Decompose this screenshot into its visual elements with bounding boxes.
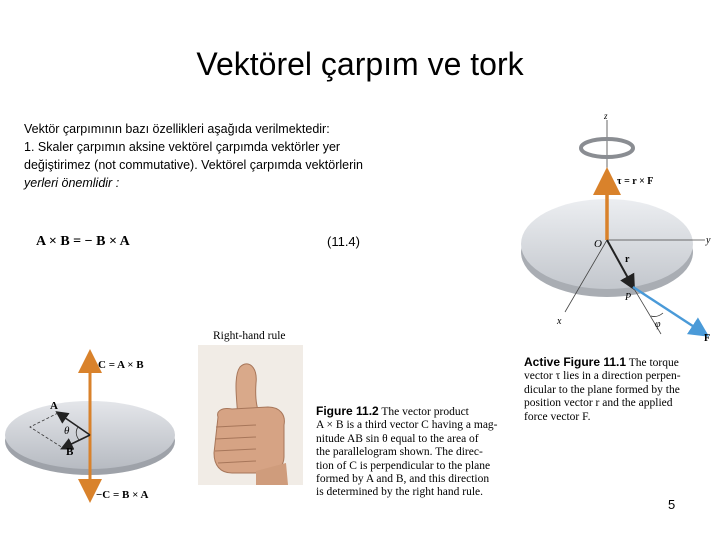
figure-11-2-label: Figure 11.2: [316, 404, 379, 418]
caption-11-1-line-2: vector τ lies in a direction perpen-: [524, 370, 681, 383]
thumbs-up-hand-image: [198, 345, 303, 485]
caption-11-2-line-7: is determined by the right hand rule.: [316, 486, 484, 499]
caption-11-2-line-6: formed by A and B, and this direction: [316, 473, 490, 486]
intro-line-3: değiştirimez (not commutative). Vektörel çarpımda vektörlerin: [24, 158, 364, 172]
figure-11-1-caption: [524, 356, 714, 424]
label-o: O: [594, 238, 602, 250]
figure-11-2-caption: [316, 405, 526, 500]
figure-11-2-diagram: [0, 335, 200, 505]
caption-11-2-line-4: the parallelogram shown. The direc-: [316, 446, 483, 459]
figure-11-1-diagram: [515, 112, 715, 352]
figure-11-1-label: Active Figure 11.1: [524, 355, 627, 369]
label-y: y: [706, 235, 711, 246]
label-neg-c-equation: −C = B × A: [96, 489, 149, 501]
caption-11-2-line-1: The vector product: [381, 406, 469, 418]
phi-arc: [651, 313, 663, 317]
anticommutative-equation: A × B = − B × A: [36, 234, 130, 249]
caption-11-1-line-3: dicular to the plane formed by the: [524, 383, 680, 396]
label-z: z: [604, 111, 608, 121]
label-phi: φ: [655, 319, 661, 330]
label-r: r: [625, 254, 630, 265]
caption-11-1-line-1: The torque: [628, 357, 679, 369]
intro-line-4: yerleri önemlidir :: [24, 176, 120, 190]
slide-title: Vektörel çarpım ve tork: [196, 46, 524, 82]
intro-text: [24, 120, 424, 192]
label-b: B: [66, 446, 74, 458]
label-a: A: [50, 400, 58, 412]
right-hand-rule-label: Right-hand rule: [213, 330, 286, 342]
label-x: x: [557, 316, 562, 327]
equation-number: (11.4): [327, 234, 360, 249]
label-f: F: [704, 333, 711, 344]
page-number: 5: [668, 497, 676, 512]
label-theta: θ: [64, 425, 70, 437]
caption-11-1-line-4: position vector r and the applied: [524, 397, 673, 410]
caption-11-2-line-3: nitude AB sin θ equal to the area of: [316, 432, 479, 445]
caption-11-2-line-5: tion of C is perpendicular to the plane: [316, 459, 491, 472]
force-vector-arrow: [633, 287, 705, 334]
label-p: P: [625, 292, 632, 303]
label-torque-equation: τ = r × F: [617, 176, 654, 187]
label-c-equation: C = A × B: [98, 359, 144, 371]
intro-line-2: 1. Skaler çarpımın aksine vektörel çarpımda vektörler yer: [24, 140, 341, 154]
caption-11-1-line-5: force vector F.: [524, 410, 591, 423]
caption-11-2-line-2: A × B is a third vector C having a mag-: [316, 419, 498, 432]
intro-line-1: Vektör çarpımının bazı özellikleri aşağıda verilmektedir:: [24, 122, 330, 136]
